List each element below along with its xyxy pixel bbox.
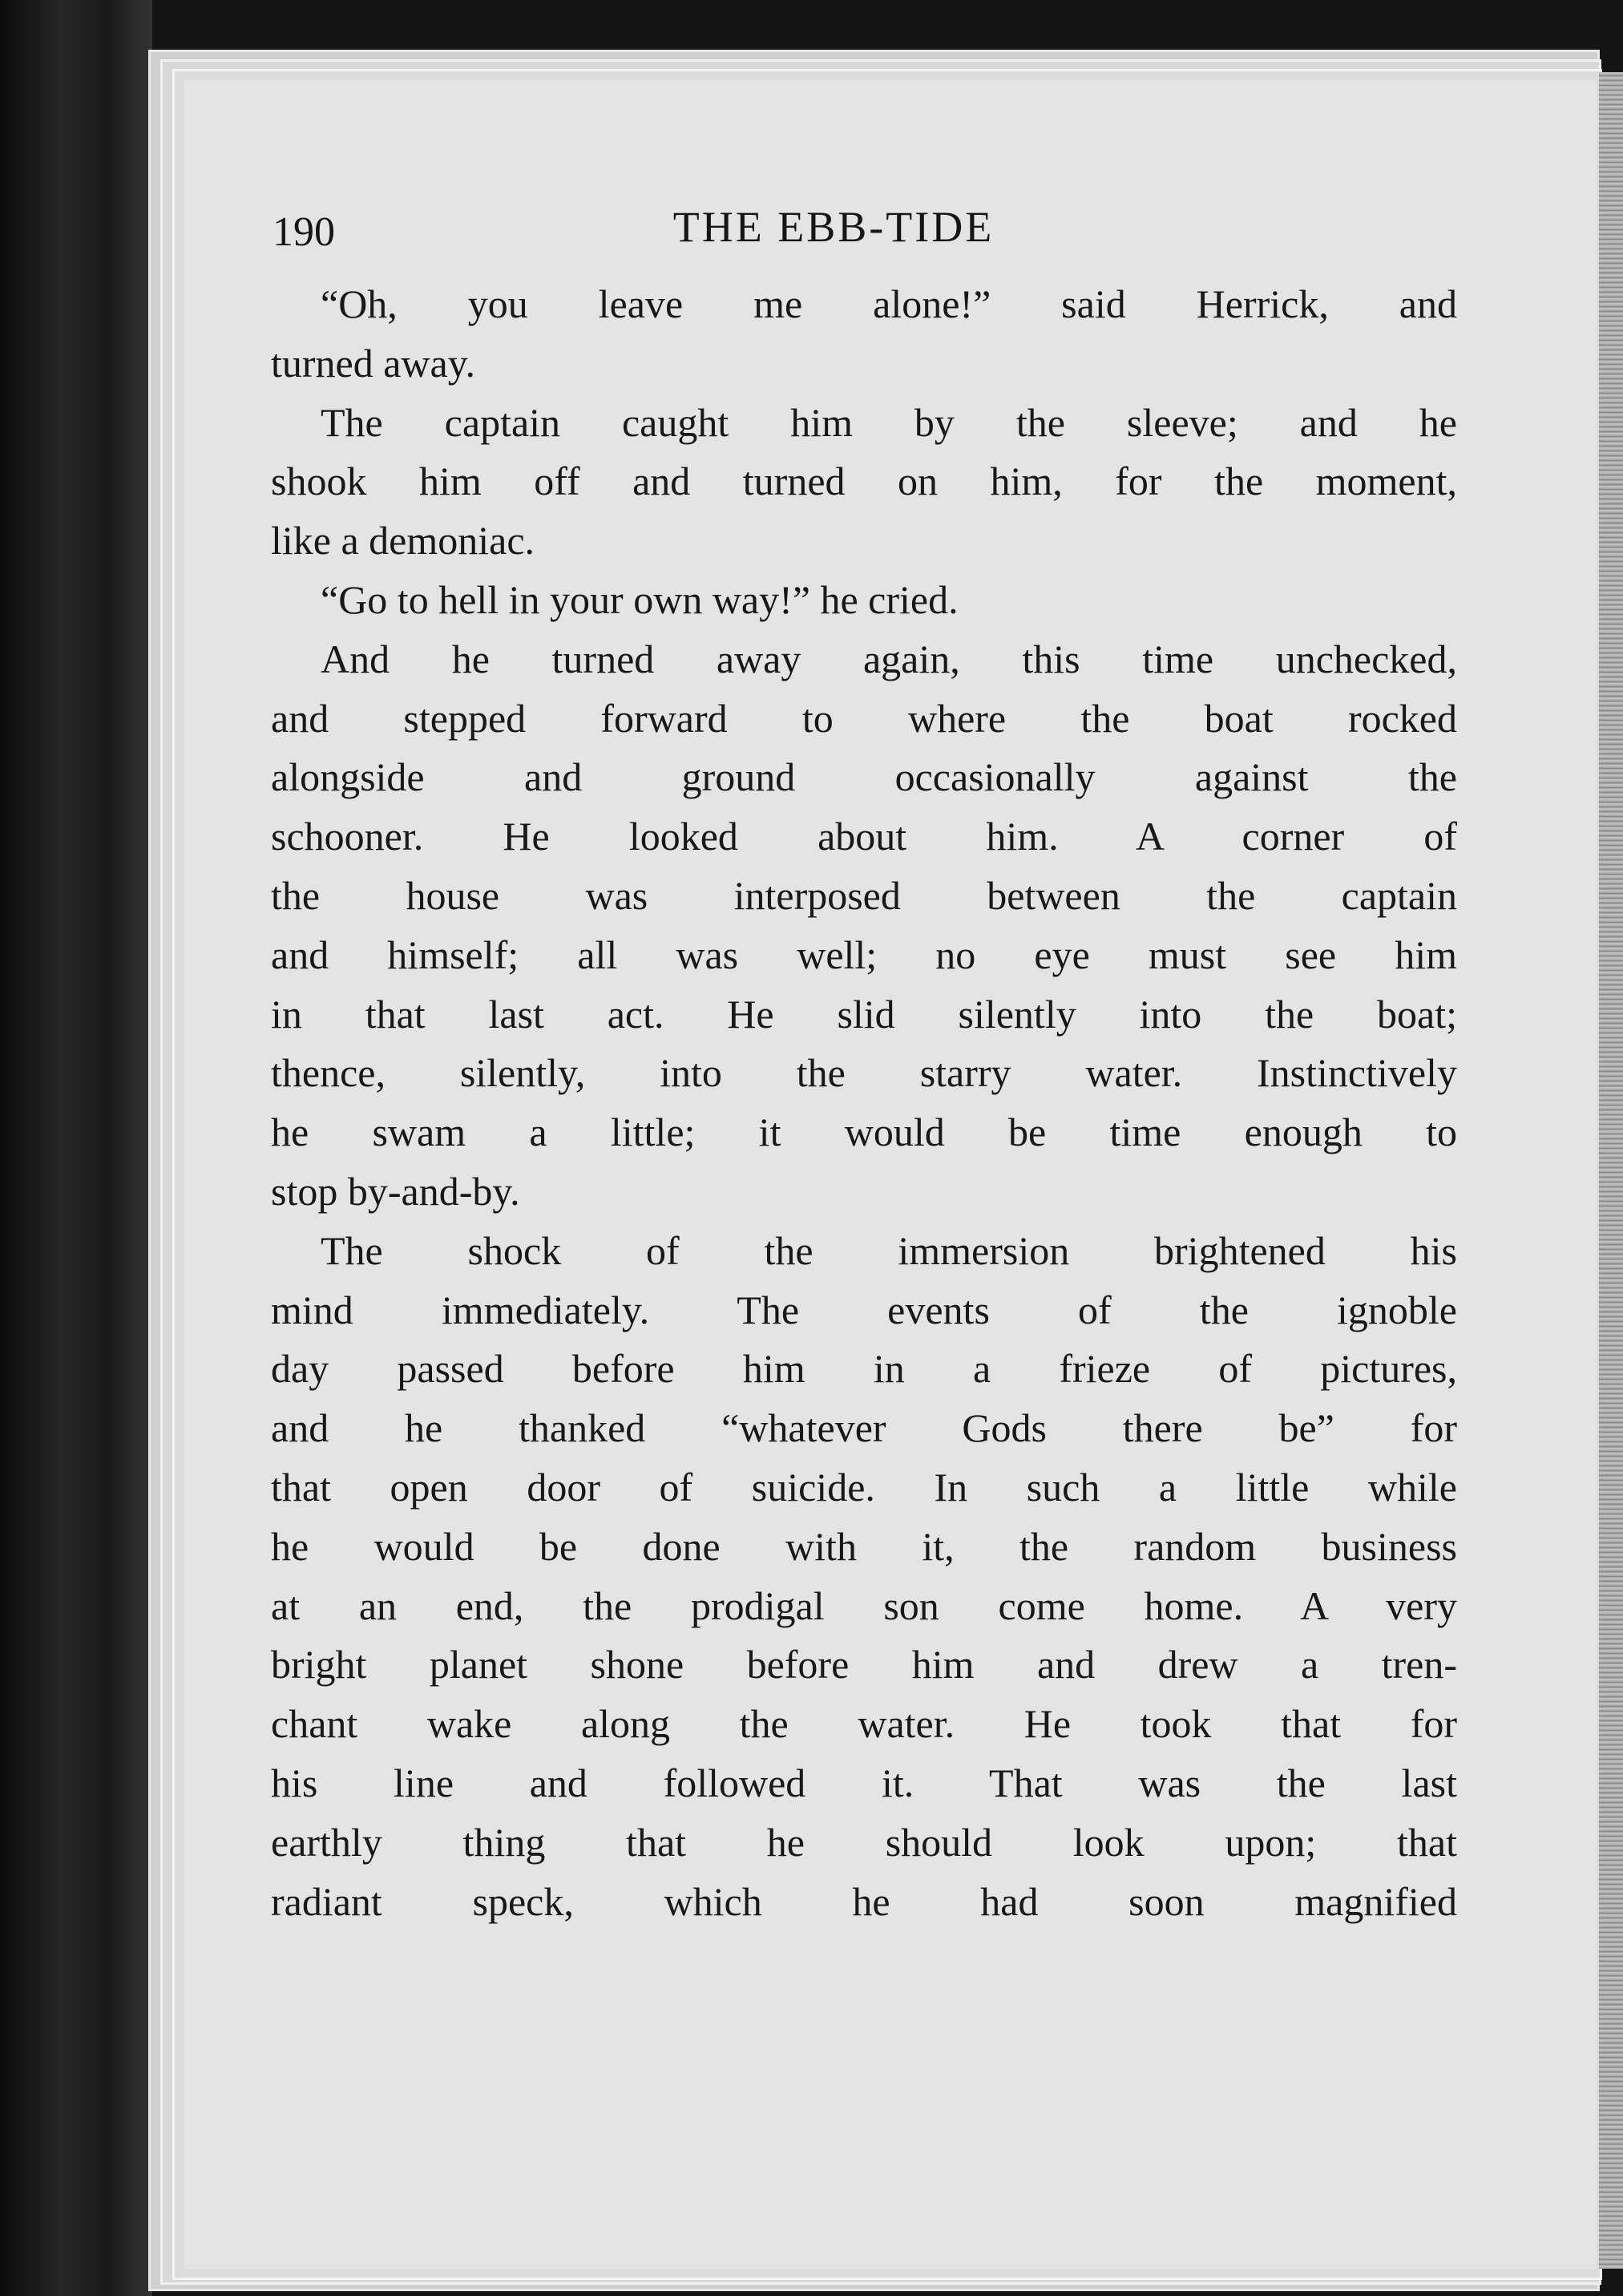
text-line: “Oh, you leave me alone!” said Herrick, and: [321, 281, 1457, 326]
text-line: that open door of suicide. In such a little while: [271, 1464, 1457, 1510]
text-line: shook him off and turned on him, for the moment,: [271, 459, 1457, 504]
text-line: his line and followed it. That was the last: [271, 1760, 1457, 1805]
text-line: The shock of the immersion brightened his: [321, 1227, 1457, 1273]
text-line: and he thanked “whatever Gods there be” for: [271, 1405, 1457, 1451]
text-line: the house was interposed between the captain: [271, 872, 1457, 918]
text-line: stop by-and-by.: [271, 1168, 520, 1214]
text-line: and stepped forward to where the boat rocked: [271, 695, 1457, 741]
scan-dark-margin: [0, 0, 152, 2296]
text-line: bright planet shone before him and drew a tren-: [271, 1642, 1457, 1688]
text-line: in that last act. He slid silently into the boat;: [271, 991, 1457, 1037]
page-body-text: [271, 275, 1457, 1931]
text-line: he would be done with it, the random business: [271, 1523, 1457, 1569]
text-line: and himself; all was well; no eye must see him: [271, 932, 1457, 977]
page-fore-edge: [1599, 72, 1623, 2269]
text-line: schooner. He looked about him. A corner of: [271, 814, 1457, 859]
text-line: he swam a little; it would be time enough to: [271, 1110, 1457, 1155]
text-line: chant wake along the water. He took that for: [271, 1701, 1457, 1747]
page-number: 190: [273, 209, 335, 255]
running-title: THE EBB-TIDE: [672, 203, 995, 251]
text-line: alongside and ground occasionally against the: [271, 754, 1457, 800]
text-line: The captain caught him by the sleeve; and he: [321, 399, 1457, 445]
page-header: [273, 202, 1451, 258]
text-line: And he turned away again, this time unchecked,: [321, 636, 1457, 681]
text-line: like a demoniac.: [271, 518, 535, 564]
text-line: “Go to hell in your own way!” he cried.: [321, 576, 959, 622]
text-line: mind immediately. The events of the ignoble: [271, 1287, 1457, 1332]
text-line: earthly thing that he should look upon; that: [271, 1819, 1457, 1865]
text-line: turned away.: [271, 340, 475, 386]
text-line: thence, silently, into the starry water. Instinctively: [271, 1050, 1457, 1096]
text-line: day passed before him in a frieze of pictures,: [271, 1346, 1457, 1392]
text-line: at an end, the prodigal son come home. A very: [271, 1583, 1457, 1628]
text-line: radiant speck, which he had soon magnified: [271, 1878, 1457, 1924]
